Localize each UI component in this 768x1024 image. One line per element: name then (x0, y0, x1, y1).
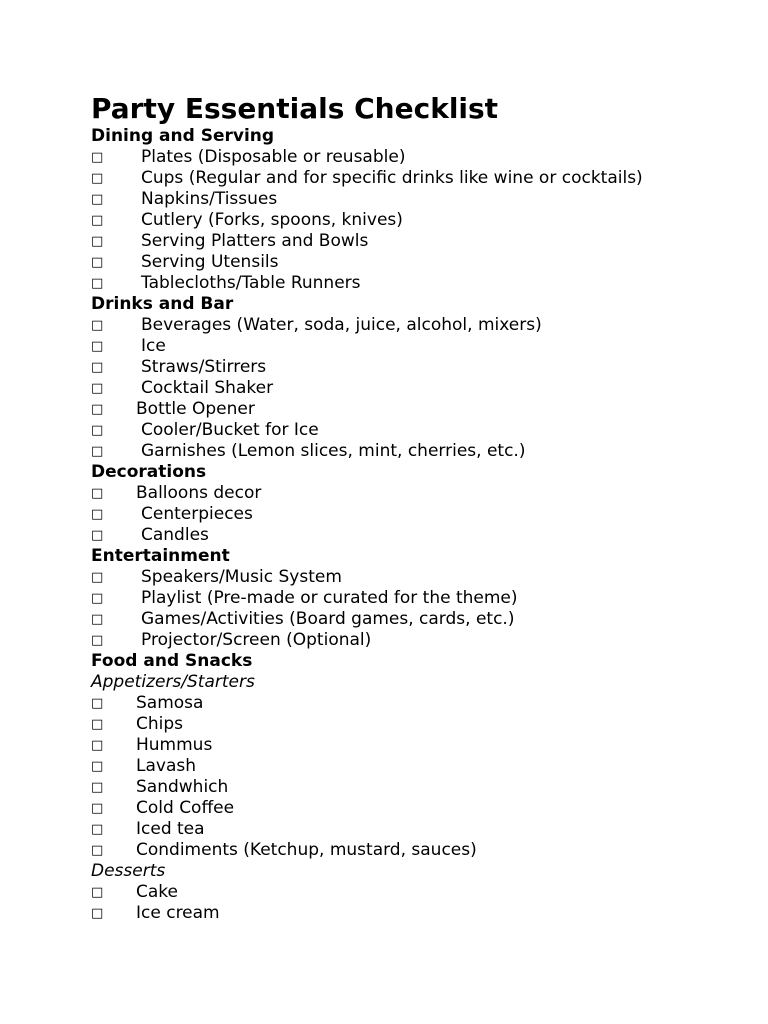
checklist-item (91, 399, 751, 420)
checkbox-icon[interactable]: □ (91, 339, 104, 354)
item-label: Hummus (136, 735, 213, 755)
item-label: Ice (141, 336, 166, 356)
item-label: Samosa (136, 693, 204, 713)
checkbox-icon[interactable]: □ (91, 276, 104, 291)
checkbox-icon[interactable]: □ (91, 444, 104, 459)
item-label: Garnishes (Lemon slices, mint, cherries, etc.) (141, 441, 526, 461)
checklist-item (91, 273, 751, 294)
item-label: Cake (136, 882, 178, 902)
checkbox-icon[interactable]: □ (91, 486, 104, 501)
item-label: Cold Coffee (136, 798, 235, 818)
checklist-item (91, 798, 751, 819)
checkbox-icon[interactable]: □ (91, 171, 104, 186)
checklist-item (91, 609, 751, 630)
item-label: Cocktail Shaker (141, 378, 274, 398)
checkbox-icon[interactable]: □ (91, 234, 104, 249)
checkbox-icon[interactable]: □ (91, 738, 104, 753)
checklist-item (91, 525, 751, 546)
checklist-item (91, 168, 751, 189)
item-label: Projector/Screen (Optional) (141, 630, 372, 650)
checkbox-icon[interactable]: □ (91, 381, 104, 396)
checklist-item (91, 231, 751, 252)
section-heading: Dining and Serving (91, 126, 275, 146)
checklist-item (91, 210, 751, 231)
checkbox-icon[interactable]: □ (91, 402, 104, 417)
item-label: Speakers/Music System (141, 567, 342, 587)
item-label: Balloons decor (136, 483, 262, 503)
checklist-item (91, 147, 751, 168)
checkbox-icon[interactable]: □ (91, 150, 104, 165)
checklist-item (91, 630, 751, 651)
item-label: Straws/Stirrers (141, 357, 267, 377)
checklist-item (91, 378, 751, 399)
checklist-item (91, 714, 751, 735)
checkbox-icon[interactable]: □ (91, 591, 104, 606)
item-label: Games/Activities (Board games, cards, etc.) (141, 609, 515, 629)
sub-heading: Appetizers/Starters (91, 672, 255, 692)
checklist-item (91, 336, 751, 357)
checklist-item (91, 357, 751, 378)
checklist-item (91, 441, 751, 462)
checklist-item (91, 693, 751, 714)
item-label: Cutlery (Forks, spoons, knives) (141, 210, 403, 230)
item-label: Napkins/Tissues (141, 189, 278, 209)
item-label: Candles (141, 525, 209, 545)
checklist-item (91, 735, 751, 756)
checklist-item (91, 420, 751, 441)
checkbox-icon[interactable]: □ (91, 318, 104, 333)
checkbox-icon[interactable]: □ (91, 780, 104, 795)
checklist-item (91, 777, 751, 798)
checklist-item (91, 483, 751, 504)
checklist-item (91, 882, 751, 903)
item-label: Beverages (Water, soda, juice, alcohol, mixers) (141, 315, 542, 335)
checkbox-icon[interactable]: □ (91, 255, 104, 270)
item-label: Condiments (Ketchup, mustard, sauces) (136, 840, 477, 860)
checkbox-icon[interactable]: □ (91, 633, 104, 648)
section-heading: Decorations (91, 462, 207, 482)
item-label: Serving Platters and Bowls (141, 231, 369, 251)
checkbox-icon[interactable]: □ (91, 843, 104, 858)
checklist-item (91, 189, 751, 210)
section-heading: Food and Snacks (91, 651, 253, 671)
checklist-item (91, 504, 751, 525)
item-label: Serving Utensils (141, 252, 279, 272)
checkbox-icon[interactable]: □ (91, 423, 104, 438)
item-label: Lavash (136, 756, 196, 776)
checklist-content (91, 92, 751, 924)
checkbox-icon[interactable]: □ (91, 801, 104, 816)
checkbox-icon[interactable]: □ (91, 528, 104, 543)
item-label: Cups (Regular and for specific drinks like wine or cocktails) (141, 168, 643, 188)
checkbox-icon[interactable]: □ (91, 759, 104, 774)
item-label: Chips (136, 714, 184, 734)
checklist-item (91, 567, 751, 588)
checkbox-icon[interactable]: □ (91, 885, 104, 900)
checklist-item (91, 819, 751, 840)
checkbox-icon[interactable]: □ (91, 906, 104, 921)
checkbox-icon[interactable]: □ (91, 507, 104, 522)
checkbox-icon[interactable]: □ (91, 696, 104, 711)
section-heading: Drinks and Bar (91, 294, 234, 314)
item-label: Plates (Disposable or reusable) (141, 147, 406, 167)
checklist-item (91, 756, 751, 777)
item-label: Bottle Opener (136, 399, 255, 419)
item-label: Ice cream (136, 903, 220, 923)
sub-heading: Desserts (91, 861, 166, 881)
item-label: Iced tea (136, 819, 205, 839)
item-label: Tablecloths/Table Runners (141, 273, 361, 293)
checklist-item (91, 315, 751, 336)
checkbox-icon[interactable]: □ (91, 360, 104, 375)
page-title: Party Essentials Checklist (91, 92, 499, 125)
checkbox-icon[interactable]: □ (91, 822, 104, 837)
checklist-item (91, 840, 751, 861)
checklist-item (91, 588, 751, 609)
checkbox-icon[interactable]: □ (91, 570, 104, 585)
section-heading: Entertainment (91, 546, 230, 566)
item-label: Sandwhich (136, 777, 229, 797)
checkbox-icon[interactable]: □ (91, 717, 104, 732)
item-label: Centerpieces (141, 504, 253, 524)
checkbox-icon[interactable]: □ (91, 192, 104, 207)
checklist-item (91, 252, 751, 273)
item-label: Playlist (Pre-made or curated for the theme) (141, 588, 518, 608)
checklist-item (91, 903, 751, 924)
item-label: Cooler/Bucket for Ice (141, 420, 319, 440)
checkbox-icon[interactable]: □ (91, 612, 104, 627)
checkbox-icon[interactable]: □ (91, 213, 104, 228)
